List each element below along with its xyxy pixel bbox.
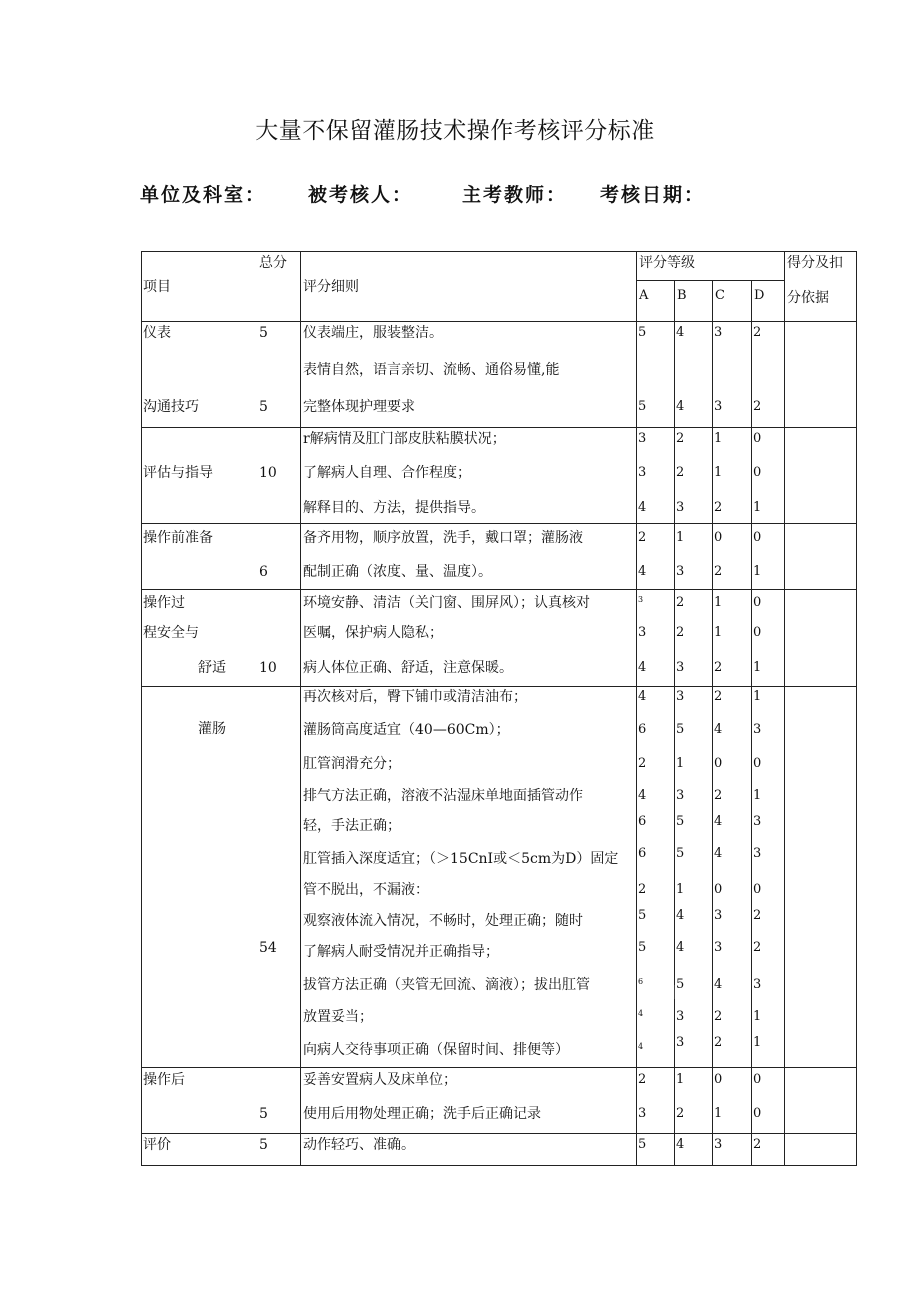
grade-a: 4 [638,1009,644,1018]
date-label: 考核日期： [600,184,706,206]
criterion-text: 备齐用物，顺序放置，洗手，戴口罩；灌肠液 [303,530,583,546]
column-divider [674,280,675,1166]
item-label: 舒适 [198,660,226,676]
document-title: 大量不保留灌肠技术操作考核评分标准 [255,118,655,144]
header-total: 总分 [259,255,287,271]
grade-c: 2 [714,500,723,515]
grade-b: 3 [676,689,685,704]
grade-d: 3 [753,814,762,829]
grade-b: 4 [676,908,685,923]
criterion-text: r解病情及肛门部皮肤粘膜状况； [303,431,506,447]
grade-a: 4 [638,500,647,515]
item-label: 操作过 [143,595,185,611]
grade-a: 2 [638,530,647,545]
grade-a: 6 [638,846,647,861]
grade-b: 3 [676,660,685,675]
criterion-text: 使用后用物处理正确；洗手后正确记录 [303,1106,541,1122]
grade-b: 3 [676,500,685,515]
grade-d: 0 [753,625,762,640]
grade-a: 5 [638,399,647,414]
grade-a: 4 [638,689,647,704]
row-divider [141,427,857,428]
grade-c: 2 [714,1009,723,1024]
criterion-text: 观察液体流入情况，不畅时，处理正确；随时 [303,913,583,929]
grade-a: 3 [638,431,647,446]
column-divider [300,251,301,1166]
grade-c: 3 [714,325,723,340]
criterion-text: 配制正确（浓度、量、温度）。 [303,564,492,580]
grade-c: 2 [714,689,723,704]
grade-a: 2 [638,1072,647,1087]
criterion-text: 了解病人自理、合作程度； [303,465,471,481]
item-label: 仪表 [143,325,171,341]
grade-a: 5 [638,940,647,955]
grade-d: 1 [753,1035,762,1050]
grade-b: 4 [676,325,685,340]
column-divider [636,251,637,1166]
item-total: 5 [259,325,268,341]
grade-d: 0 [753,465,762,480]
row-divider [141,686,857,687]
header-detail: 评分细则 [303,279,359,295]
grade-a: 4 [638,1042,644,1051]
grade-d: 2 [753,399,762,414]
header-score-basis: 分依据 [787,290,829,306]
criterion-text: 完整体现护理要求 [303,399,415,415]
item-total: 54 [259,940,277,956]
grade-a: 6 [638,814,647,829]
column-divider [784,251,785,1166]
grade-c: 1 [714,431,723,446]
row-divider [141,1133,857,1134]
grade-b: 5 [676,814,685,829]
grade-c: 2 [714,1035,723,1050]
grade-d: 0 [753,1106,762,1121]
grade-d: 0 [753,530,762,545]
table-border-top [141,251,857,252]
grade-c: 0 [714,1072,723,1087]
grade-a: 4 [638,564,647,579]
grade-a: 2 [638,756,647,771]
grade-d: 2 [753,940,762,955]
row-divider [141,1067,857,1068]
grade-d: 3 [753,977,762,992]
grade-d: 2 [753,1137,762,1152]
criterion-text: 仪表端庄，服装整洁。 [303,325,443,341]
grade-c: 2 [714,788,723,803]
item-total: 5 [259,399,268,415]
grade-b: 3 [676,1009,685,1024]
criterion-text: 了解病人耐受情况并正确指导； [303,944,499,960]
column-divider [712,280,713,1166]
item-label: 灌肠 [198,721,226,737]
column-divider [751,280,752,1166]
grade-c: 0 [714,882,723,897]
grade-a: 6 [638,722,647,737]
grade-b: 5 [676,846,685,861]
grade-c: 1 [714,595,723,610]
examiner-label: 主考教师： [462,184,568,206]
grade-b: 2 [676,431,685,446]
row-divider [141,523,857,524]
grade-c: 3 [714,399,723,414]
criterion-text: 灌肠筒高度适宜（40—60Cm）； [303,722,510,738]
grade-b: 5 [676,977,685,992]
item-total: 10 [259,660,277,676]
header-grade-c: C [715,288,725,303]
grade-d: 2 [753,908,762,923]
table-border-left [141,251,142,1166]
grade-c: 0 [714,756,723,771]
row-divider [141,589,857,590]
criterion-text: 妥善安置病人及床单位； [303,1072,457,1088]
grade-c: 1 [714,1106,723,1121]
grade-d: 3 [753,722,762,737]
grade-c: 3 [714,908,723,923]
criterion-text: 管不脱出，不漏液： [303,882,429,898]
header-item: 项目 [143,279,171,295]
header-grade-a: A [639,288,649,303]
grade-d: 1 [753,689,762,704]
criterion-text: 动作轻巧、准确。 [303,1137,415,1153]
grade-d: 0 [753,431,762,446]
grade-b: 4 [676,940,685,955]
grade-d: 1 [753,660,762,675]
grade-c: 1 [714,625,723,640]
item-label: 程安全与 [143,625,199,641]
criterion-text: 医嘱，保护病人隐私； [303,625,443,641]
grade-d: 0 [753,756,762,771]
grade-b: 2 [676,1106,685,1121]
header-grade-d: D [754,288,765,303]
grade-c: 2 [714,660,723,675]
grade-c: 2 [714,564,723,579]
criterion-text: 肛管润滑充分； [303,756,401,772]
grade-b: 1 [676,530,685,545]
grade-a: 3 [638,1106,647,1121]
grade-a: 2 [638,882,647,897]
grade-a: 4 [638,788,647,803]
item-total: 5 [259,1106,268,1122]
grade-a: 5 [638,1137,647,1152]
grade-b: 1 [676,1072,685,1087]
criterion-text: 放置妥当； [303,1009,373,1025]
grade-c: 0 [714,530,723,545]
criterion-text: 再次核对后，臀下铺巾或清洁油布； [303,689,527,705]
grade-a: 5 [638,325,647,340]
row-divider [141,321,857,322]
criterion-text: 轻，手法正确； [303,818,401,834]
criterion-text: 解释目的、方法，提供指导。 [303,500,485,516]
table-border-bottom [141,1165,857,1166]
item-label: 沟通技巧 [143,399,199,415]
grade-b: 2 [676,465,685,480]
grade-d: 0 [753,595,762,610]
item-label: 评估与指导 [143,465,213,481]
grade-d: 0 [753,1072,762,1087]
grade-a: 6 [638,977,644,986]
grade-a: 3 [638,465,647,480]
grade-c: 4 [714,977,723,992]
grade-c: 3 [714,1137,723,1152]
grade-a: 3 [638,595,644,604]
criterion-text: 病人体位正确、舒适，注意保暖。 [303,660,513,676]
grade-c: 4 [714,846,723,861]
grade-c: 4 [714,722,723,737]
criterion-text: 表情自然，语言亲切、流畅、通俗易懂,能 [303,362,560,378]
grade-d: 1 [753,788,762,803]
grade-b: 4 [676,399,685,414]
header-grade: 评分等级 [639,255,695,271]
grade-b: 3 [676,788,685,803]
grade-b: 3 [676,1035,685,1050]
grade-a: 5 [638,908,647,923]
item-total: 6 [259,564,268,580]
criterion-text: 排气方法正确，溶液不沾湿床单地面插管动作 [303,788,583,804]
grade-a: 4 [638,660,647,675]
header-score: 得分及扣 [787,255,843,271]
criterion-text: 环境安静、清洁（关门窗、围屏风）；认真核对 [303,595,590,611]
header-grade-b: B [677,288,687,303]
grade-d: 3 [753,846,762,861]
item-label: 评价 [143,1137,171,1153]
grade-b: 2 [676,595,685,610]
unit-label: 单位及科室： [140,184,267,206]
grade-c: 3 [714,940,723,955]
criterion-text: 拔管方法正确（夹管无回流、滴液）；拔出肛管 [303,977,590,993]
item-label: 操作后 [143,1072,185,1088]
item-total: 10 [259,465,277,481]
stray-mark [674,985,675,999]
criterion-text: 向病人交待事项正确（保留时间、排便等） [303,1042,569,1058]
table-border-right [856,251,857,1166]
item-total: 5 [259,1137,268,1153]
criterion-text: 肛管插入深度适宜；（＞15CnI或＜5cm为D）固定 [303,851,619,867]
grade-b: 1 [676,756,685,771]
grade-d: 1 [753,500,762,515]
grade-b: 2 [676,625,685,640]
grade-c: 4 [714,814,723,829]
grade-b: 4 [676,1137,685,1152]
grade-b: 1 [676,882,685,897]
grade-c: 1 [714,465,723,480]
grade-d: 1 [753,564,762,579]
examinee-label: 被考核人： [308,184,414,206]
grade-d: 1 [753,1009,762,1024]
grade-b: 3 [676,564,685,579]
item-label: 操作前准备 [143,530,213,546]
grade-d: 0 [753,882,762,897]
grade-a: 3 [638,625,647,640]
grade-header-divider [636,280,784,281]
grade-b: 5 [676,722,685,737]
grade-d: 2 [753,325,762,340]
